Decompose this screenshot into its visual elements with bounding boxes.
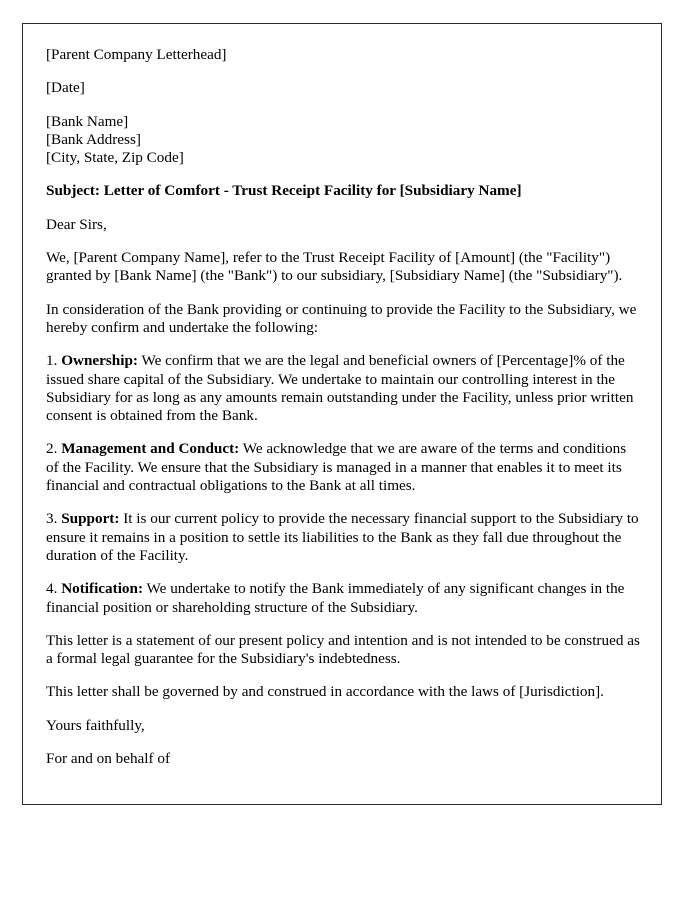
clause-text: We acknowledge that we are aware of the terms and conditions of the Facility. We ensure that the Subsidiary is managed in a manner that enables it to meet its financial and contractual obligations to the Bank at all times.	[46, 440, 627, 495]
clause-management-and-conduct	[46, 440, 640, 495]
clause-text: We confirm that we are the legal and beneficial owners of [Percentage]% of the issued share capital of the Subsidiary. We undertake to maintain our controlling interest in the Subsidiary for as long as any amounts remain outstanding under the Facility, unless prior written consent is obtained from the Bank.	[46, 352, 634, 425]
consideration-paragraph: In consideration of the Bank providing or continuing to provide the Facility to the Subsidiary, we hereby confirm and undertake the following:	[46, 300, 637, 336]
date-placeholder: [Date]	[46, 79, 85, 97]
signature-block-line: For and on behalf of	[46, 750, 170, 768]
subject-line: Subject: Letter of Comfort - Trust Receipt Facility for [Subsidiary Name]	[46, 182, 522, 200]
clause-support	[46, 510, 640, 565]
clause-number: 2.	[46, 440, 62, 458]
clause-ownership	[46, 352, 640, 425]
letter-body	[46, 46, 640, 768]
recipient-address-block	[46, 113, 640, 168]
clause-number: 1.	[46, 352, 62, 370]
clause-notification	[46, 580, 640, 617]
document-page	[22, 23, 662, 805]
clause-label: Management and Conduct:	[61, 440, 240, 458]
clause-number: 3.	[46, 510, 62, 528]
clause-number: 4.	[46, 580, 62, 598]
recipient-bank-name: [Bank Name]	[46, 112, 129, 130]
clause-label: Ownership:	[61, 352, 138, 370]
intro-paragraph: We, [Parent Company Name], refer to the Trust Receipt Facility of [Amount] (the "Facility") granted by [Bank Name] (the "Bank") to our subsidiary, [Subsidiary Name] (the "Subsidiary").	[46, 249, 623, 285]
closing-salutation: Yours faithfully,	[46, 716, 145, 734]
clause-label: Notification:	[61, 580, 144, 598]
recipient-city-state-zip: [City, State, Zip Code]	[46, 149, 184, 167]
letterhead-placeholder: [Parent Company Letterhead]	[46, 46, 227, 63]
governing-law-paragraph: This letter shall be governed by and construed in accordance with the laws of [Jurisdiction].	[46, 683, 604, 701]
disclaimer-paragraph: This letter is a statement of our present policy and intention and is not intended to be construed as a formal legal guarantee for the Subsidiary's indebtedness.	[46, 631, 640, 668]
clause-text: It is our current policy to provide the necessary financial support to the Subsidiary to ensure it remains in a position to settle its liabilities to the Bank as they fall due throughout the duration of the Facility.	[46, 510, 639, 564]
salutation: Dear Sirs,	[46, 215, 107, 233]
clause-label: Support:	[61, 510, 120, 528]
clause-text: We undertake to notify the Bank immediately of any significant changes in the financial position or shareholding structure of the Subsidiary.	[46, 580, 625, 616]
recipient-bank-address: [Bank Address]	[46, 130, 141, 148]
